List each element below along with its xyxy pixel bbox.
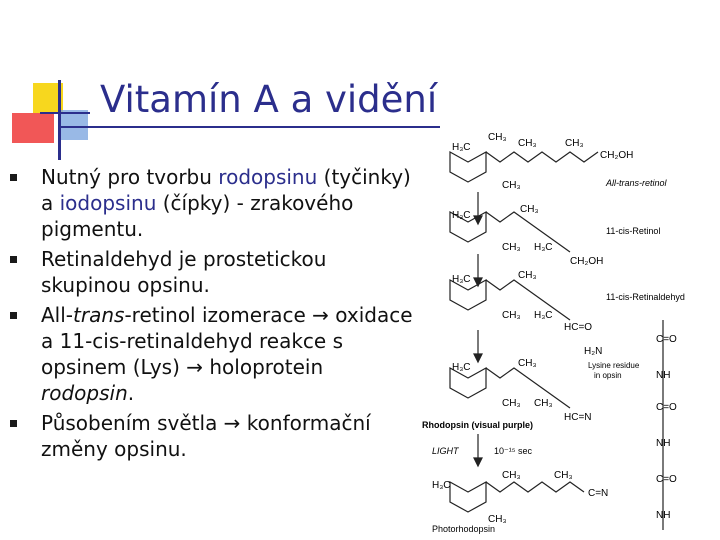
bullet-item [8,246,413,298]
c-o-label: C=O [656,334,677,345]
photorhodopsin-structure [450,482,584,512]
bullet-text: All- [41,303,74,327]
bullet-text: Retinaldehyd je prostetickou skupinou opsinu. [41,247,327,297]
bullet-square-icon [10,256,17,263]
bullet-text: Nutný pro tvorbu [41,165,219,189]
bullet-text: (tyčinky) a [41,165,411,215]
photorhodopsin-label: Photorhodopsin [432,524,496,534]
nh-label: NH [656,510,671,521]
arrow-icon [474,434,482,466]
all-trans-retinol-label: All-trans-retinol [606,178,667,188]
ch3-label: CH₃ [520,204,539,215]
ch3-label: CH₃ [502,310,521,321]
ch3-label: CH₃ [565,138,584,149]
nh-label: NH [656,370,671,381]
h3c-label: H₃C [452,362,471,373]
ch3-label: CH₃ [502,242,521,253]
light-label: LIGHT [432,446,459,456]
all-trans-retinol-structure [450,152,598,182]
ch3-label: CH₃ [518,270,537,281]
title-underline [60,126,440,128]
ch3-label: CH₃ [502,180,521,191]
ch3-label: CH₃ [502,470,521,481]
hc-o-label: HC=O [564,322,593,333]
bullet-text: . [127,381,135,405]
bullet-square-icon [10,174,17,181]
bullet-text: iodopsinu [59,191,157,215]
cis-retinol-label: 11-cis-Retinol [606,226,661,236]
ch3-label: CH₃ [488,132,507,143]
hc-n-label: HC=N [564,412,592,423]
bullet-square-icon [10,420,17,427]
retinal-chemistry-diagram [418,130,720,540]
c-o-label: C=O [656,402,677,413]
h3c-label: H₃C [452,142,471,153]
time-label: 10⁻¹⁵ sec [494,446,532,456]
bullet-text: rodopsin [41,381,128,405]
ch3-label: CH₃ [554,470,573,481]
in-opsin-label: in opsin [594,371,622,380]
h3c-label: H₃C [452,210,471,221]
bullet-list [8,164,413,466]
cis-retinaldehyd-label: 11-cis-Retinaldehyd [606,292,685,302]
bullet-text: rodopsinu [218,165,318,189]
ch3-label: CH₃ [488,514,507,525]
bullet-item [8,410,413,462]
bullet-text: trans [73,303,125,327]
h3c-label: H₃C [534,242,553,253]
h3c-label: H₃C [534,310,553,321]
ch3-label: CH₃ [534,398,553,409]
h2n-label: H₂N [584,346,603,357]
ch3-label: CH₃ [518,138,537,149]
ch2oh-label: CH₂OH [570,256,604,267]
arrow-icon [474,330,482,362]
h3c-label: H₃C [432,480,451,491]
bullet-text: (čípky) - zrakového pigmentu. [41,191,354,241]
lysine-label: Lysine residue [588,361,640,370]
bullet-item [8,302,413,406]
bullet-item [8,164,413,242]
rhodopsin-label: Rhodopsin (visual purple) [422,420,534,430]
nh-label: NH [656,438,671,449]
bullet-square-icon [10,312,17,319]
h3c-label: H₃C [452,274,471,285]
c-o-label: C=O [656,474,677,485]
ch3-label: CH₃ [518,358,537,369]
slide-title: Vitamín A a vidění [100,78,438,121]
bullet-text: -retinol izomerace → oxidace a 11-cis-retinaldehyd reakce s opsinem (Lys) → holoprotein [41,303,413,379]
arrow-icon [474,254,482,286]
bullet-text: Působením světla → konformační změny opsinu. [41,411,371,461]
ch2oh-label: CH₂OH [600,150,634,161]
ch3-label: CH₃ [502,398,521,409]
c-n-label: C=N [588,488,609,499]
arrow-icon [474,192,482,224]
